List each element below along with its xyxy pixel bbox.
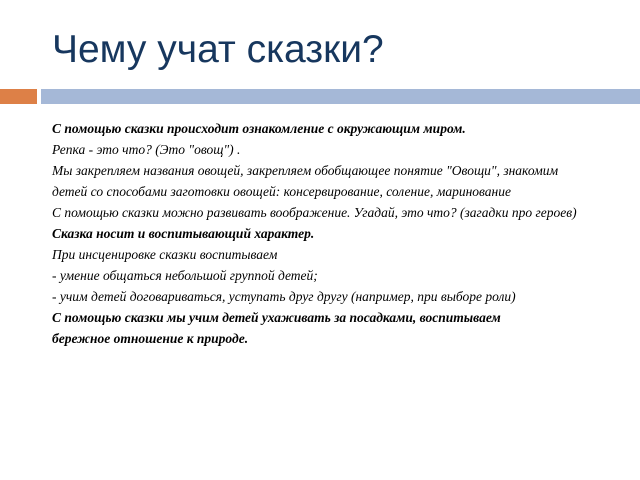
content-line: - учим детей договариваться, уступать друг другу (например, при выборе роли)	[52, 289, 516, 304]
content-line: Репка - это что? (Это "овощ") .	[52, 142, 241, 157]
accent-bar-right	[41, 89, 640, 104]
content-line: - умение общаться небольшой группой детей;	[52, 268, 318, 283]
content-line: С помощью сказки мы учим детей ухаживать за посадками, воспитываем	[52, 310, 501, 325]
content-line: Мы закрепляем названия овощей, закрепляем обобщающее понятие "Овощи", знакомим	[52, 163, 559, 178]
content-line: детей со способами заготовки овощей: консервирование, соление, маринование	[52, 184, 511, 199]
slide-title: Чему учат сказки?	[52, 28, 384, 71]
content-line: Сказка носит и воспитывающий характер.	[52, 226, 315, 241]
content-line: С помощью сказки происходит ознакомление с окружающим миром.	[52, 121, 466, 136]
content-line: бережное отношение к природе.	[52, 331, 249, 346]
content-line: При инсценировке сказки воспитываем	[52, 247, 278, 262]
accent-bar-left	[0, 89, 37, 104]
slide-content	[52, 118, 612, 349]
content-line: С помощью сказки можно развивать воображение. Угадай, это что? (загадки про героев)	[52, 205, 577, 220]
